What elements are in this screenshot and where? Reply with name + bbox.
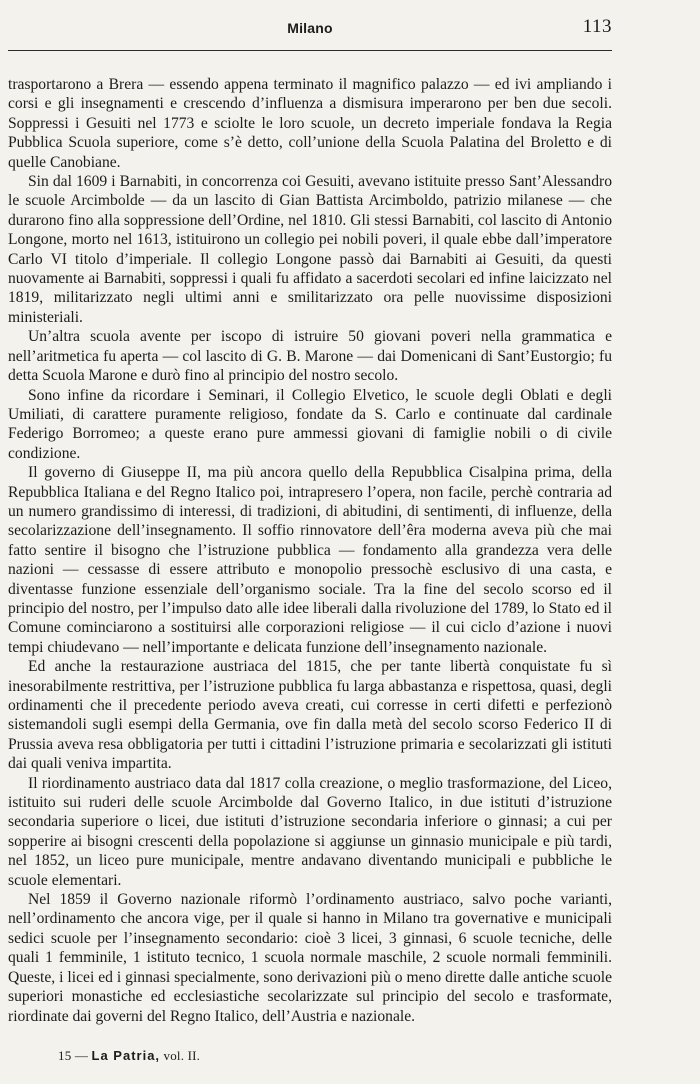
paragraph-1: trasportarono a Brera — essendo appena terminato il magnifico palazzo — ed ivi ampliando i corsi e gli insegnamenti e crescendo d’influenza a dismisura imperarono per ben due secoli. Soppressi i Gesuiti nel 1773 e sciolte le loro scuole, un decreto imperiale fondava la Regia Pubblica Scuola superiore, come s’è detto, coll’unione della Scuola Palatina del Broletto e di quelle Canobiane. xyxy=(8,76,612,171)
signature-line xyxy=(8,1048,612,1064)
running-title: Milano xyxy=(287,20,333,36)
paragraph-6: Ed anche la restaurazione austriaca del 1815, che per tante libertà conquistate fu sì inesorabilmente restrittiva, per l’istruzione pubblica fu larga abbastanza e rispettosa, quasi, degli ordinamenti che il precedente periodo aveva creati, cui corresse in certi difetti e perfezionò sistemandoli sugli esempi della Germania, ove fin dalla metà del secolo scorso Federico II di Prussia aveva resa obbligatoria per tutti i cittadini l’istruzione primaria e secolarizzati gli istituti dai quali veniva impartita. xyxy=(8,658,612,773)
page-number: 113 xyxy=(582,16,612,37)
signature-number: 15 — xyxy=(58,1047,89,1063)
paragraph-3: Un’altra scuola avente per iscopo di istruire 50 giovani poveri nella grammatica e nell’aritmetica fu aperta — col lascito di G. B. Marone — dai Domenicani di Sant’Eustorgio; fu detta Scuola Marone e durò fino al principio del nostro secolo. xyxy=(8,328,612,385)
paragraph-2: Sin dal 1609 i Barnabiti, in concorrenza coi Gesuiti, avevano istituite presso Sant’Alessandro le scuole Arcimbolde — da un lascito di Gian Battista Arcimboldo, patrizio milanese — che durarono fino alla soppressione dell’Ordine, nel 1810. Gli stessi Barnabiti, col lascito di Antonio Longone, morto nel 1613, istituirono un collegio pei nobili poveri, il quale ebbe dall’imperatore Carlo VI titolo d’imperiale. Il collegio Longone passò dai Barnabiti ai Gesuiti, da questi nuovamente ai Barnabiti, soppressi i quali fu affidato a sacerdoti secolari ed infine laicizzato nel 1819, militarizzato negli ultimi anni e smilitarizzato ora pelle nuovissime disposizioni ministeriali. xyxy=(8,173,612,326)
paragraph-5: Il governo di Giuseppe II, ma più ancora quello della Repubblica Cisalpina prima, della Repubblica Italiana e del Regno Italico poi, intrapresero l’opera, non facile, perchè contraria ad un numero grandissimo di interessi, di tradizioni, di abitudini, di sentimenti, di influenze, della secolarizzazione dell’insegnamento. Il soffio rinnovatore dell’êra moderna aveva più che mai fatto sentire il bisogno che l’istruzione pubblica — fondamento alla grandezza vera delle nazioni — cessasse di essere attributo e monopolio pressochè esclusivo di una casta, e diventasse funzione essenziale dell’organismo sociale. Tra la fine del secolo scorso ed il principio del nostro, per l’impulso dato alle idee liberali dalla rivoluzione del 1789, lo Stato ed il Comune cominciarono a sostituirsi alle corporazioni religiose — il cui ciclo d’azione i nuovi tempi chiudevano — nell’importante e delicata funzione dell’insegnamento nazionale. xyxy=(8,464,612,656)
signature-title: La Patria, xyxy=(91,1047,161,1063)
body-text xyxy=(8,75,612,1026)
book-page xyxy=(8,0,612,1064)
page-header xyxy=(8,14,612,51)
paragraph-4: Sono infine da ricordare i Seminari, il Collegio Elvetico, le scuole degli Oblati e degli Umiliati, di carattere puramente religioso, fondate da S. Carlo e continuate dal cardinale Federigo Borromeo; a queste erano pure ammessi giovani di famiglie nobili o di civile condizione. xyxy=(8,386,612,462)
signature-volume: vol. II. xyxy=(163,1047,201,1063)
paragraph-8: Nel 1859 il Governo nazionale riformò l’ordinamento austriaco, salvo poche varianti, nell’ordinamento che ancora vige, per il quale si hanno in Milano tra governative e municipali sedici scuole per l’insegnamento secondario: cioè 3 licei, 3 ginnasi, 6 scuole tecniche, delle quali 1 femminile, 1 istituto tecnico, 1 scuola normale maschile, 2 scuole normali femminili. Queste, i licei ed i ginnasi specialmente, sono derivazioni più o meno dirette dalle antiche scuole superiori monastiche ed ecclesiastiche secolarizzate sul principio del secolo e trasformate, riordinate dai governi del Regno Italico, dell’Austria e nazionale. xyxy=(8,891,612,1025)
paragraph-7: Il riordinamento austriaco data dal 1817 colla creazione, o meglio trasformazione, del Liceo, istituito sui ruderi delle scuole Arcimbolde dal Governo Italico, in due istituti d’istruzione secondaria superiore o licei, due istituti d’istruzione secondaria inferiore o ginnasi; a cui per sopperire ai bisogni crescenti della popolazione si aggiunse un ginnasio municipale e più tardi, nel 1852, un liceo pure municipale, mentre andavano diventando municipali e pubbliche le scuole elementari. xyxy=(8,774,612,889)
